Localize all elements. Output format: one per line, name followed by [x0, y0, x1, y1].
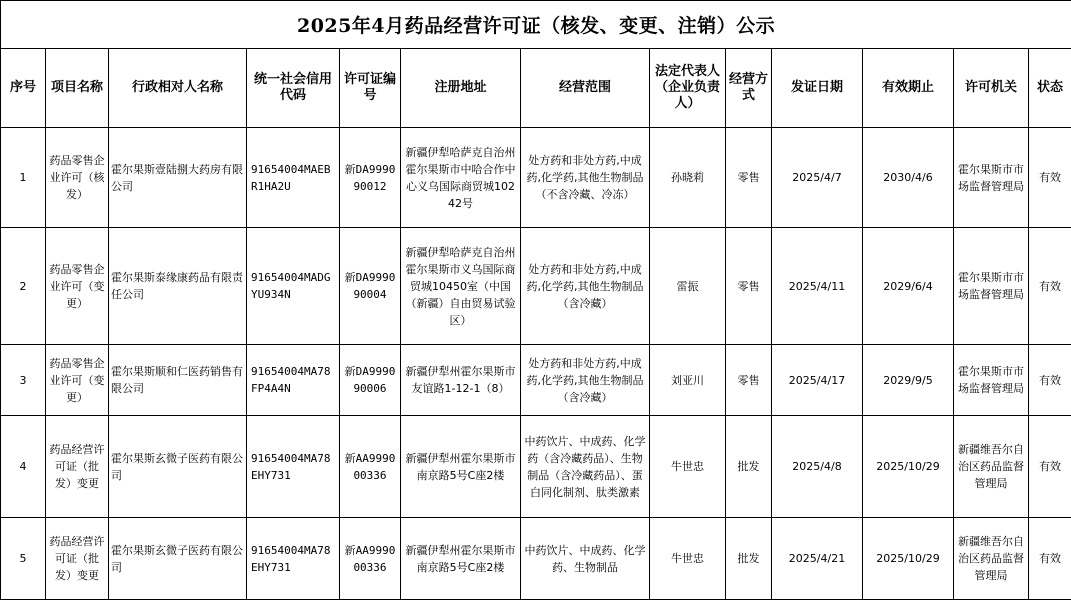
cell-issue-date: 2025/4/11: [772, 228, 863, 345]
cell-address: 新疆伊犁哈萨克自治州霍尔果斯市中哈合作中心义乌国际商贸城10242号: [401, 128, 521, 228]
cell-license-no: 新DA999090012: [340, 128, 401, 228]
cell-credit-code: 91654004MA78FP4A4N: [247, 345, 340, 416]
cell-mode: 零售: [726, 345, 772, 416]
header-license-no: 许可证编号: [340, 49, 401, 128]
cell-scope: 处方药和非处方药,中成药,化学药,其他生物制品（不含冷藏、冷冻）: [521, 128, 650, 228]
cell-name: 霍尔果斯玄微子医药有限公司: [109, 416, 247, 518]
cell-mode: 批发: [726, 416, 772, 518]
cell-license-no: 新AA999000336: [340, 518, 401, 600]
cell-mode: 零售: [726, 128, 772, 228]
cell-authority: 霍尔果斯市市场监督管理局: [954, 128, 1029, 228]
cell-address: 新疆伊犁州霍尔果斯市南京路5号C座2楼: [401, 416, 521, 518]
cell-status: 有效: [1029, 345, 1071, 416]
cell-legal-rep: 雷振: [650, 228, 726, 345]
cell-authority: 霍尔果斯市市场监督管理局: [954, 345, 1029, 416]
cell-legal-rep: 牛世忠: [650, 518, 726, 600]
cell-no: 3: [1, 345, 46, 416]
cell-license-no: 新AA999000336: [340, 416, 401, 518]
table-row: [1, 345, 1071, 416]
cell-project: 药品零售企业许可（变更）: [46, 228, 109, 345]
cell-authority: 霍尔果斯市市场监督管理局: [954, 228, 1029, 345]
cell-issue-date: 2025/4/17: [772, 345, 863, 416]
cell-name: 霍尔果斯泰缘康药品有限责任公司: [109, 228, 247, 345]
cell-legal-rep: 刘亚川: [650, 345, 726, 416]
header-credit-code: 统一社会信用代码: [247, 49, 340, 128]
header-project: 项目名称: [46, 49, 109, 128]
cell-credit-code: 91654004MADGYU934N: [247, 228, 340, 345]
cell-name: 霍尔果斯顺和仁医药销售有限公司: [109, 345, 247, 416]
table-row: [1, 416, 1071, 518]
cell-scope: 中药饮片、中成药、化学药（含冷藏药品）、生物制品（含冷藏药品）、蛋白同化制剂、肽类激素: [521, 416, 650, 518]
header-valid-until: 有效期止: [863, 49, 954, 128]
cell-status: 有效: [1029, 518, 1071, 600]
cell-valid-until: 2029/9/5: [863, 345, 954, 416]
cell-project: 药品经营许可证（批发）变更: [46, 416, 109, 518]
header-mode: 经营方式: [726, 49, 772, 128]
cell-scope: 处方药和非处方药,中成药,化学药,其他生物制品（含冷藏）: [521, 345, 650, 416]
cell-legal-rep: 孙晓莉: [650, 128, 726, 228]
cell-valid-until: 2025/10/29: [863, 518, 954, 600]
header-legal-rep: 法定代表人（企业负责人）: [650, 49, 726, 128]
cell-project: 药品经营许可证（批发）变更: [46, 518, 109, 600]
cell-authority: 新疆维吾尔自治区药品监督管理局: [954, 518, 1029, 600]
cell-name: 霍尔果斯玄微子医药有限公司: [109, 518, 247, 600]
cell-valid-until: 2029/6/4: [863, 228, 954, 345]
cell-project: 药品零售企业许可（变更）: [46, 345, 109, 416]
cell-license-no: 新DA999090006: [340, 345, 401, 416]
cell-no: 4: [1, 416, 46, 518]
cell-authority: 新疆维吾尔自治区药品监督管理局: [954, 416, 1029, 518]
table-row: [1, 228, 1071, 345]
cell-valid-until: 2030/4/6: [863, 128, 954, 228]
cell-issue-date: 2025/4/21: [772, 518, 863, 600]
cell-credit-code: 91654004MAEBR1HA2U: [247, 128, 340, 228]
page-title: 2025年4月药品经营许可证（核发、变更、注销）公示: [1, 1, 1071, 49]
cell-name: 霍尔果斯壹陆捌大药房有限公司: [109, 128, 247, 228]
cell-status: 有效: [1029, 128, 1071, 228]
cell-license-no: 新DA999090004: [340, 228, 401, 345]
cell-status: 有效: [1029, 228, 1071, 345]
cell-issue-date: 2025/4/8: [772, 416, 863, 518]
header-status: 状态: [1029, 49, 1071, 128]
cell-status: 有效: [1029, 416, 1071, 518]
table-header-row: [1, 49, 1071, 128]
cell-credit-code: 91654004MA78EHY731: [247, 518, 340, 600]
cell-address: 新疆伊犁州霍尔果斯市南京路5号C座2楼: [401, 518, 521, 600]
table-row: [1, 128, 1071, 228]
cell-no: 1: [1, 128, 46, 228]
cell-project: 药品零售企业许可（核发）: [46, 128, 109, 228]
cell-scope: 处方药和非处方药,中成药,化学药,其他生物制品（含冷藏）: [521, 228, 650, 345]
cell-scope: 中药饮片、中成药、化学药、生物制品: [521, 518, 650, 600]
cell-address: 新疆伊犁哈萨克自治州霍尔果斯市义乌国际商贸城10450室（中国（新疆）自由贸易试验区）: [401, 228, 521, 345]
header-address: 注册地址: [401, 49, 521, 128]
header-authority: 许可机关: [954, 49, 1029, 128]
cell-mode: 零售: [726, 228, 772, 345]
table-row: [1, 518, 1071, 600]
cell-issue-date: 2025/4/7: [772, 128, 863, 228]
header-issue-date: 发证日期: [772, 49, 863, 128]
header-scope: 经营范围: [521, 49, 650, 128]
header-no: 序号: [1, 49, 46, 128]
cell-legal-rep: 牛世忠: [650, 416, 726, 518]
cell-credit-code: 91654004MA78EHY731: [247, 416, 340, 518]
cell-valid-until: 2025/10/29: [863, 416, 954, 518]
header-name: 行政相对人名称: [109, 49, 247, 128]
cell-address: 新疆伊犁州霍尔果斯市友谊路1-12-1（8）: [401, 345, 521, 416]
cell-no: 5: [1, 518, 46, 600]
cell-mode: 批发: [726, 518, 772, 600]
cell-no: 2: [1, 228, 46, 345]
